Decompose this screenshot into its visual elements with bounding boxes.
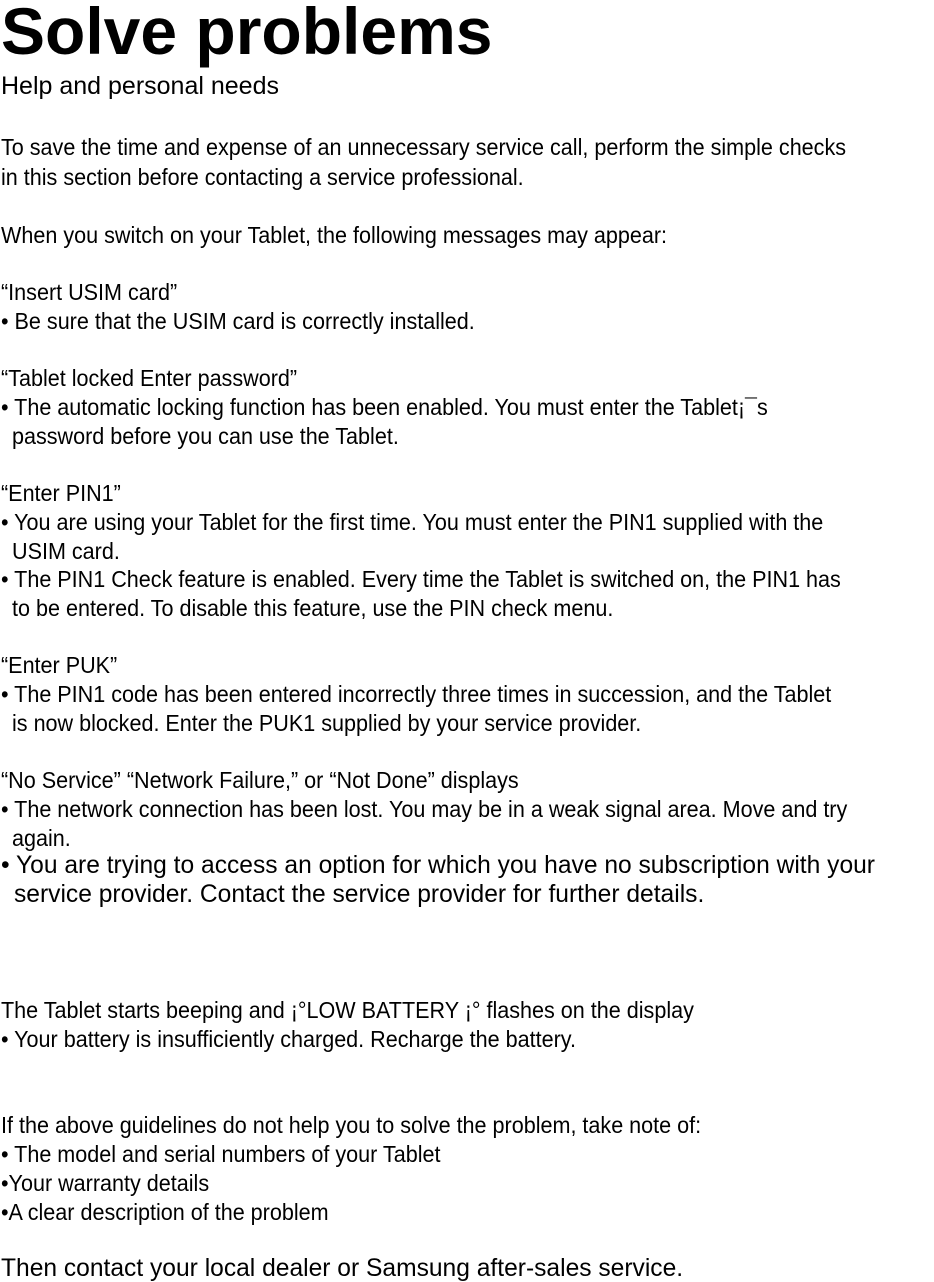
bullet-first-time-1: • You are using your Tablet for the first time. You must enter the PIN1 supplied with the	[1, 509, 824, 535]
bullet-pin-check-2: to be entered. To disable this feature, use the PIN check menu.	[12, 595, 614, 621]
heading-low-battery: The Tablet starts beeping and ¡°LOW BATTERY ¡° flashes on the display	[1, 997, 694, 1023]
heading-tablet-locked: “Tablet locked Enter password”	[1, 365, 298, 391]
bullet-model-serial: • The model and serial numbers of your Tablet	[1, 1141, 441, 1167]
bullet-no-subscription-1: • You are trying to access an option for which you have no subscription with your	[1, 852, 875, 879]
bullet-puk-1: • The PIN1 code has been entered incorrectly three times in succession, and the Tablet	[1, 681, 832, 707]
page-subtitle: Help and personal needs	[1, 72, 279, 100]
page-title: Solve problems	[1, 0, 493, 68]
bullet-network-lost-1: • The network connection has been lost. You may be in a weak signal area. Move and try	[1, 796, 848, 822]
bullet-puk-2: is now blocked. Enter the PUK1 supplied by your service provider.	[12, 710, 642, 736]
bullet-warranty: •Your warranty details	[1, 1170, 210, 1196]
bullet-network-lost-2: again.	[12, 825, 71, 851]
contact-dealer: Then contact your local dealer or Samsung after-sales service.	[1, 1255, 684, 1282]
messages-intro: When you switch on your Tablet, the following messages may appear:	[1, 222, 668, 248]
bullet-first-time-2: USIM card.	[12, 538, 120, 564]
bullet-no-subscription-2: service provider. Contact the service provider for further details.	[14, 881, 705, 908]
bullet-pin-check-1: • The PIN1 Check feature is enabled. Every time the Tablet is switched on, the PIN1 has	[1, 566, 841, 592]
guidelines-intro: If the above guidelines do not help you to solve the problem, take note of:	[1, 1112, 702, 1138]
intro-line-1: To save the time and expense of an unnecessary service call, perform the simple checks	[1, 134, 847, 160]
intro-line-2: in this section before contacting a service professional.	[1, 164, 524, 190]
bullet-auto-lock-1: • The automatic locking function has been enabled. You must enter the Tablet¡¯s	[1, 394, 768, 420]
bullet-auto-lock-2: password before you can use the Tablet.	[12, 423, 399, 449]
heading-insert-usim: “Insert USIM card”	[1, 279, 178, 305]
heading-no-service: “No Service” “Network Failure,” or “Not Done” displays	[1, 767, 519, 793]
bullet-description: •A clear description of the problem	[1, 1199, 329, 1225]
bullet-recharge: • Your battery is insufficiently charged. Recharge the battery.	[1, 1026, 576, 1052]
bullet-usim-installed: • Be sure that the USIM card is correctly installed.	[1, 308, 475, 334]
heading-enter-pin1: “Enter PIN1”	[1, 480, 121, 506]
heading-enter-puk: “Enter PUK”	[1, 652, 118, 678]
